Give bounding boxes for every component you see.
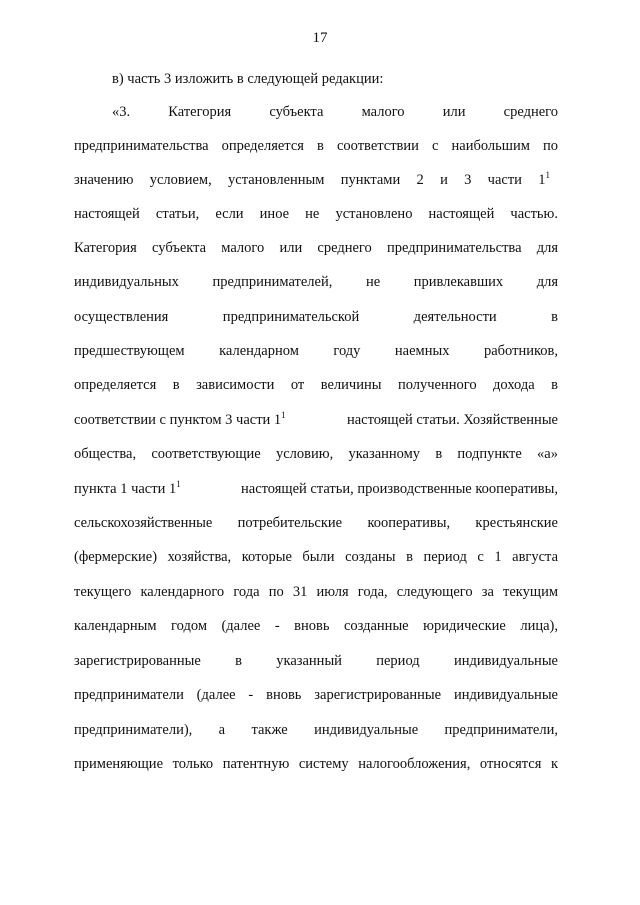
text-line-8: предшествующем календарном году наемных работников, [74, 343, 558, 359]
text-line-19: предприниматели), а также индивидуальные предприниматели, [74, 722, 558, 738]
text-line-5: Категория субъекта малого или среднего предпринимательства для [74, 240, 558, 256]
text-line-10-part-a: соответствии с пунктом 3 части 1 [74, 412, 282, 428]
text-line-12-part-b: настоящей статьи, производственные кооперативы, [241, 481, 558, 497]
text-line-12 [74, 480, 558, 498]
text-line-10-part-b: настоящей статьи. Хозяйственные [346, 412, 558, 428]
text-line-12-part-a: пункта 1 части 1 [74, 481, 177, 497]
text-line-11: общества, соответствующие условию, указанному в подпункте «а» [74, 446, 558, 462]
text-line-6: индивидуальных предпринимателей, не привлекавших для [74, 274, 558, 290]
text-line-2: предпринимательства определяется в соответствии с наибольшим по [74, 138, 558, 154]
text-line-16: календарным годом (далее - вновь созданные юридические лица), [74, 618, 558, 634]
superscript: 1 [176, 479, 181, 489]
text-line-17: зарегистрированные в указанный период индивидуальные [74, 653, 558, 669]
text-line-4: настоящей статьи, если иное не установлено настоящей частью. [74, 206, 558, 222]
text-line-10 [74, 411, 558, 429]
page-number: 17 [312, 30, 328, 46]
intro-line: в) часть 3 изложить в следующей редакции: [112, 71, 384, 87]
superscript: 1 [281, 410, 286, 420]
superscript: 1 [545, 170, 550, 180]
text-line-13: сельскохозяйственные потребительские кооперативы, крестьянские [74, 515, 558, 531]
text-line-18: предприниматели (далее - вновь зарегистрированные индивидуальные [74, 687, 558, 703]
text-line-3 [74, 171, 550, 189]
text-line-14: (фермерские) хозяйства, которые были созданы в период с 1 августа [74, 549, 558, 565]
text-line-9: определяется в зависимости от величины полученного дохода в [74, 377, 558, 393]
text-line-3-text: значению условием, установленным пунктами 2 и 3 части 1 [74, 172, 546, 188]
text-line-1: «3. Категория субъекта малого или среднего [112, 104, 558, 120]
text-line-15: текущего календарного года по 31 июля года, следующего за текущим [74, 584, 558, 600]
text-line-7: осуществления предпринимательской деятельности в [74, 309, 558, 325]
text-line-20: применяющие только патентную систему налогообложения, относятся к [74, 756, 558, 772]
